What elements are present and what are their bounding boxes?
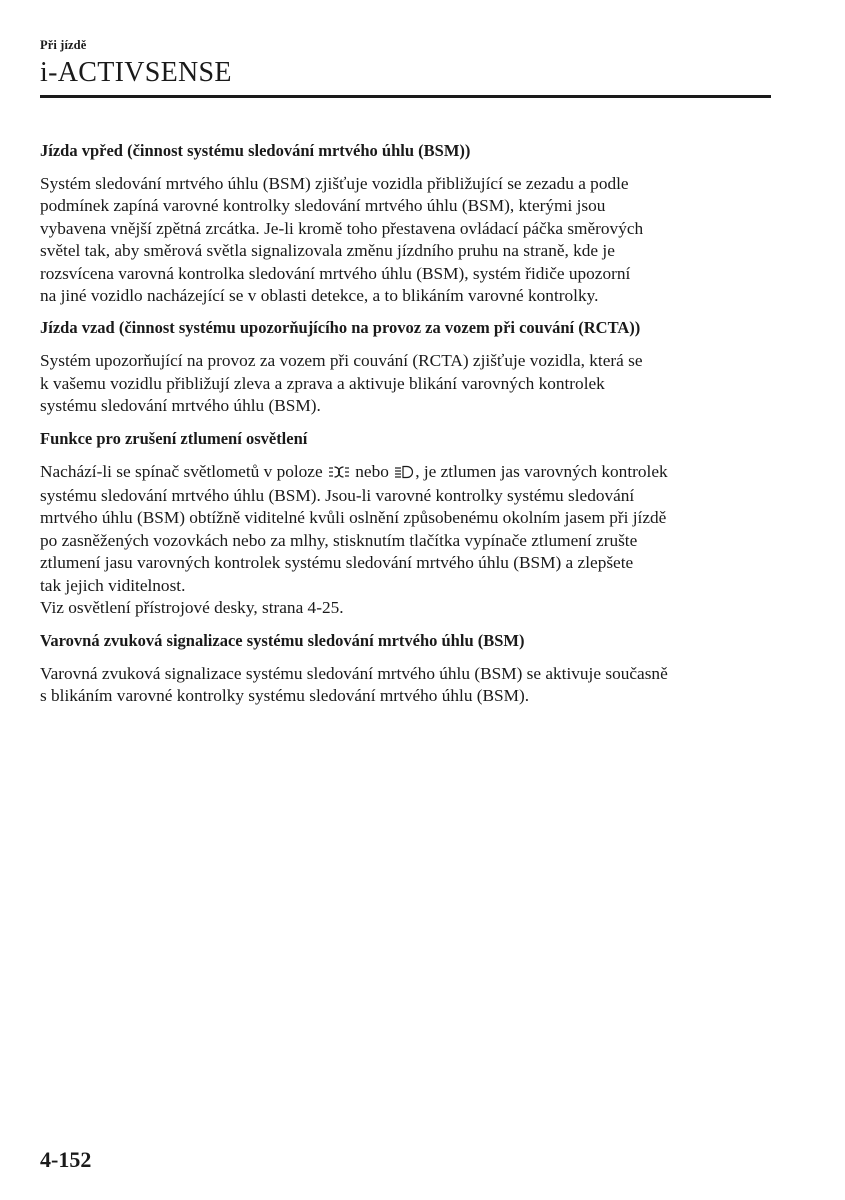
body-line: k vašemu vozidlu přibližují zleva a zprava a aktivuje blikání varovných kontrolek: [40, 373, 605, 393]
body-line: na jiné vozidlo nacházející se v oblasti detekce, a to blikáním varovné kontrolky.: [40, 286, 599, 306]
body-line: tak jejich viditelnost.: [40, 575, 186, 595]
body-text: Nachází-li se spínač světlometů v poloze: [40, 461, 327, 481]
headlights-icon: [394, 463, 414, 485]
body-text: nebo: [350, 461, 394, 481]
body-line: Systém sledování mrtvého úhlu (BSM) zjišťuje vozidla přibližující se zezadu a podle: [40, 174, 629, 193]
header-divider: [40, 95, 771, 98]
body-line: systému sledování mrtvého úhlu (BSM).: [40, 396, 321, 416]
body-line: Systém upozorňující na provoz za vozem při couvání (RCTA) zjišťuje vozidla, která se: [40, 351, 643, 371]
body-line: s blikáním varovné kontrolky systému sledování mrtvého úhlu (BSM).: [40, 685, 530, 705]
section-body-audible-warning: [40, 663, 780, 708]
main-content: [40, 140, 780, 717]
body-text: , je ztlumen jas varovných kontrolek: [415, 461, 668, 481]
body-line: vybavena vnější zpětná zrcátka. Je-li kromě toho přestavena ovládací páčka směrových: [40, 218, 644, 238]
body-line: Varovná zvuková signalizace systému sledování mrtvého úhlu (BSM) se aktivuje současně: [40, 663, 668, 683]
section-body-reverse: [40, 350, 780, 417]
page-number: 4-152: [40, 1147, 92, 1172]
page-reference: Viz osvětlení přístrojové desky, strana 4-25.: [40, 598, 344, 618]
body-line: podmínek zapíná varovné kontrolky sledování mrtvého úhlu (BSM), kterými jsou: [40, 196, 606, 216]
section-body-forward: [40, 173, 780, 307]
chapter-label: Při jízdě: [40, 38, 87, 52]
section-heading-audible-warning: Varovná zvuková signalizace systému sledování mrtvého úhlu (BSM): [40, 630, 525, 650]
section-heading-dimming: Funkce pro zrušení ztlumení osvětlení: [40, 428, 308, 448]
body-line: mrtvého úhlu (BSM) obtížně viditelné kvůli oslnění způsobenému okolním jasem při jízdě: [40, 508, 667, 528]
body-line: po zasněžených vozovkách nebo za mlhy, stisknutím tlačítka vypínače ztlumení zrušte: [40, 530, 638, 550]
body-line: světel tak, aby směrová světla signalizovala změnu jízdního pruhu na straně, kde je: [40, 241, 615, 261]
position-lights-icon: [328, 463, 350, 485]
body-line: systému sledování mrtvého úhlu (BSM). Jsou-li varovné kontrolky systému sledování: [40, 486, 635, 506]
body-line: ztlumení jasu varovných kontrolek systému sledování mrtvého úhlu (BSM) a zlepšete: [40, 553, 634, 573]
section-heading-reverse: Jízda vzad (činnost systému upozorňujícího na provoz za vozem při couvání (RCTA)): [40, 318, 641, 338]
section-heading-forward: Jízda vpřed (činnost systému sledování mrtvého úhlu (BSM)): [40, 141, 471, 160]
section-body-dimming: [40, 461, 780, 620]
body-line: rozsvícena varovná kontrolka sledování mrtvého úhlu (BSM), systém řidiče upozorní: [40, 263, 631, 283]
body-line-with-icons: [40, 461, 780, 485]
page-title: i-ACTIVSENSE: [40, 57, 232, 88]
